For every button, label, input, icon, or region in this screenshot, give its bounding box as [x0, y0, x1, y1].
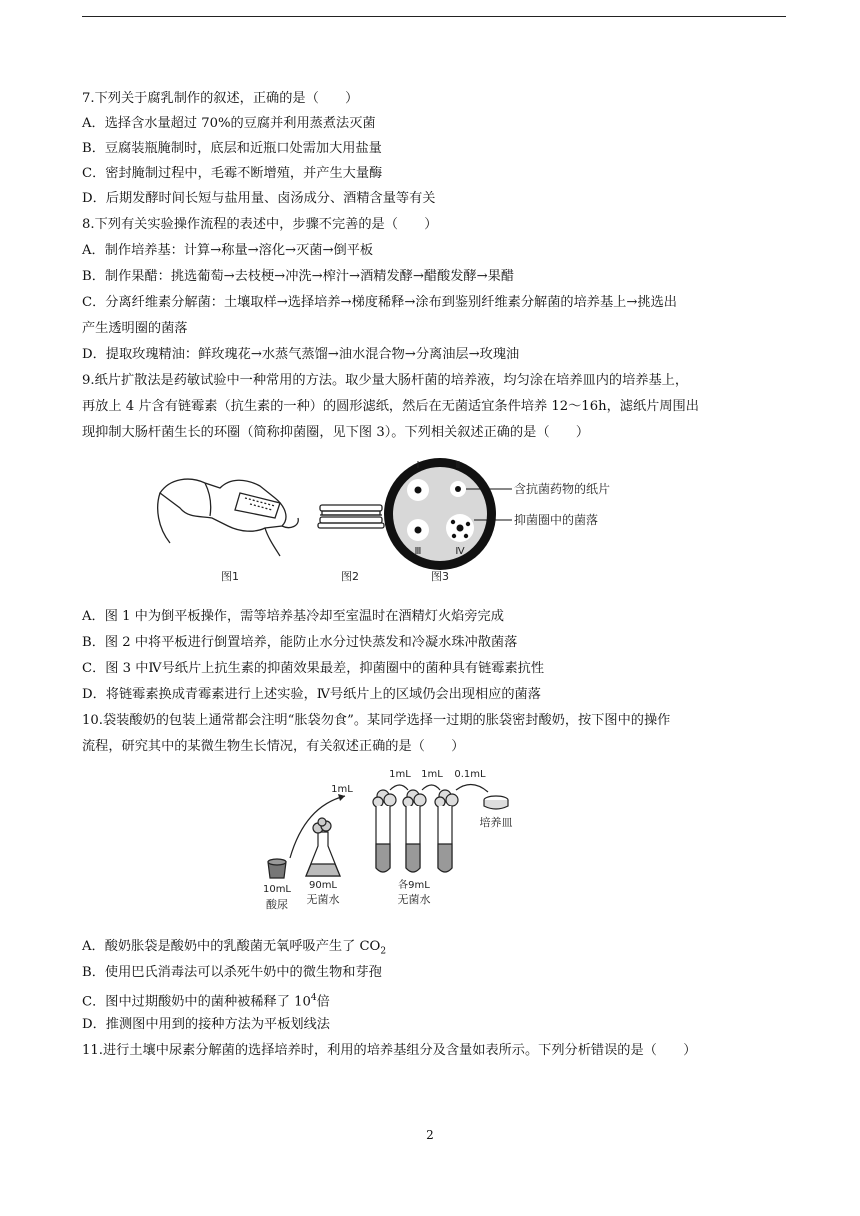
q9-stem-line3: 现抑制大肠杆菌生长的环圈（简称抑菌圈，见下图 3）。下列相关叙述正确的是（ ） — [82, 425, 590, 440]
q10-stem-line1: 10.袋装酸奶的包装上通常都会注明“胀袋勿食”。某同学选择一过期的胀袋密封酸奶，按下图中的操作 — [82, 713, 671, 728]
test-tube-3 — [435, 790, 458, 872]
pouring-plate-illustration — [158, 479, 299, 556]
label-ml-2: 1mL — [389, 769, 411, 780]
q8-option-a: A．制作培养基：计算→称量→溶化→灭菌→倒平板 — [82, 243, 374, 258]
q7-option-b: B．豆腐装瓶腌制时，底层和近瓶口处需加大用盐量 — [82, 141, 382, 156]
q9-option-c: C．图 3 中Ⅳ号纸片上抗生素的抑菌效果最差，抑菌圈中的菌种具有链霉素抗性 — [82, 661, 545, 676]
label-tubes-amount: 各9mL — [398, 880, 430, 891]
q10-option-c-text: C．图中过期酸奶中的菌种被稀释了 10 — [82, 994, 311, 1010]
figure-2-label: 图2 — [341, 570, 359, 583]
q10-option-d: D．推测图中用到的接种方法为平板划线法 — [82, 1017, 330, 1032]
power-superscript: 4 — [310, 993, 317, 1003]
label-flask-amount: 90mL — [308, 880, 338, 891]
label-yogurt-amount: 10mL — [262, 884, 292, 895]
label-ml-1: 1mL — [331, 784, 353, 795]
q7-stem: 7.下列关于腐乳制作的叙述，正确的是（ ） — [82, 91, 359, 106]
q10-option-c-suffix: 倍 — [316, 994, 330, 1010]
q10-stem-line2: 流程，研究其中的某微生物生长情况，有关叙述正确的是（ ） — [82, 739, 465, 754]
q9-option-a: A．图 1 中为倒平板操作，需等培养基冷却至室温时在酒精灯火焰旁完成 — [82, 609, 504, 624]
quadrant-label-1: Ⅰ — [416, 460, 420, 471]
q7-option-c: C．密封腌制过程中，毛霉不断增殖，并产生大量酶 — [82, 166, 383, 181]
label-flask-water: 无菌水 — [306, 893, 340, 906]
q9-option-b: B．图 2 中将平板进行倒置培养，能防止水分过快蒸发和冷凝水珠冲散菌落 — [82, 635, 518, 650]
q10-option-c — [82, 990, 782, 1010]
q8-stem: 8.下列有关实验操作流程的表述中，步骤不完善的是（ ） — [82, 217, 438, 232]
q9-figure — [150, 448, 690, 588]
q8-option-c-line1: C．分离纤维素分解菌：土壤取样→选择培养→梯度稀释→涂布到鉴别纤维素分解菌的培养基上→挑选出 — [82, 295, 677, 310]
transfer-arrow-3 — [422, 785, 440, 790]
label-yogurt: 酸尿 — [266, 898, 288, 911]
q10-option-a-text: A．酸奶胀袋是酸奶中的乳酸菌无氧呼吸产生了 CO — [82, 939, 381, 954]
q10-figure — [250, 766, 540, 916]
q7-option-a: A．选择含水量超过 70%的豆腐并利用蒸煮法灭菌 — [82, 116, 376, 131]
flask-illustration — [306, 818, 340, 876]
test-tube-1 — [373, 790, 396, 872]
co2-subscript: 2 — [380, 946, 387, 957]
header-rule — [82, 16, 786, 17]
q7-option-d: D．后期发酵时间长短与盐用量、卤汤成分、酒精含量等有关 — [82, 191, 436, 206]
callout-disc: 含抗菌药物的纸片 — [514, 482, 611, 496]
page-number: 2 — [426, 1128, 434, 1142]
quadrant-label-4: Ⅳ — [455, 546, 465, 557]
q9-stem-line2: 再放上 4 片含有链霉素（抗生素的一种）的圆形滤纸，然后在无菌适宜条件培养 12～16h，滤纸片周围出 — [82, 399, 699, 414]
petri-dish-illustration — [384, 458, 512, 570]
label-ml-3: 1mL — [421, 769, 443, 780]
quadrant-label-3: Ⅲ — [414, 546, 422, 557]
q8-option-c-line2: 产生透明圈的菌落 — [82, 321, 188, 336]
transfer-arrow-2 — [390, 785, 408, 790]
arrow-head-1 — [338, 794, 345, 801]
label-ml-4: 0.1mL — [454, 769, 486, 780]
quadrant-label-2: Ⅱ — [455, 460, 461, 471]
figure-1-label: 图1 — [221, 570, 239, 583]
inverted-plate-illustration — [318, 505, 384, 528]
test-tube-2 — [403, 790, 426, 872]
figure-3-label: 图3 — [431, 570, 449, 583]
transfer-arrow-4 — [456, 784, 488, 792]
label-dish: 培养皿 — [479, 816, 513, 829]
q8-option-d: D．提取玫瑰精油：鲜玫瑰花→水蒸气蒸馏→油水混合物→分离油层→玫瑰油 — [82, 347, 520, 362]
label-tubes-water: 无菌水 — [397, 893, 431, 906]
q10-option-b: B．使用巴氏消毒法可以杀死牛奶中的微生物和芽孢 — [82, 965, 382, 980]
q10-option-a — [82, 938, 782, 961]
callout-colony: 抑菌圈中的菌落 — [514, 513, 599, 527]
q9-option-d: D．将链霉素换成青霉素进行上述实验，Ⅳ号纸片上的区域仍会出现相应的菌落 — [82, 687, 541, 702]
q9-stem-line1: 9.纸片扩散法是药敏试验中一种常用的方法。取少量大肠杆菌的培养液，均匀涂在培养皿内的培养基上， — [82, 373, 689, 388]
yogurt-cup-illustration — [268, 859, 286, 878]
petri-dish-small — [484, 796, 508, 809]
q8-option-b: B．制作果醋：挑选葡萄→去枝梗→冲洗→榨汁→酒精发酵→醋酸发酵→果醋 — [82, 269, 515, 284]
q11-stem: 11.进行土壤中尿素分解菌的选择培养时，利用的培养基组分及含量如表所示。下列分析错误的是（ ） — [82, 1043, 697, 1058]
